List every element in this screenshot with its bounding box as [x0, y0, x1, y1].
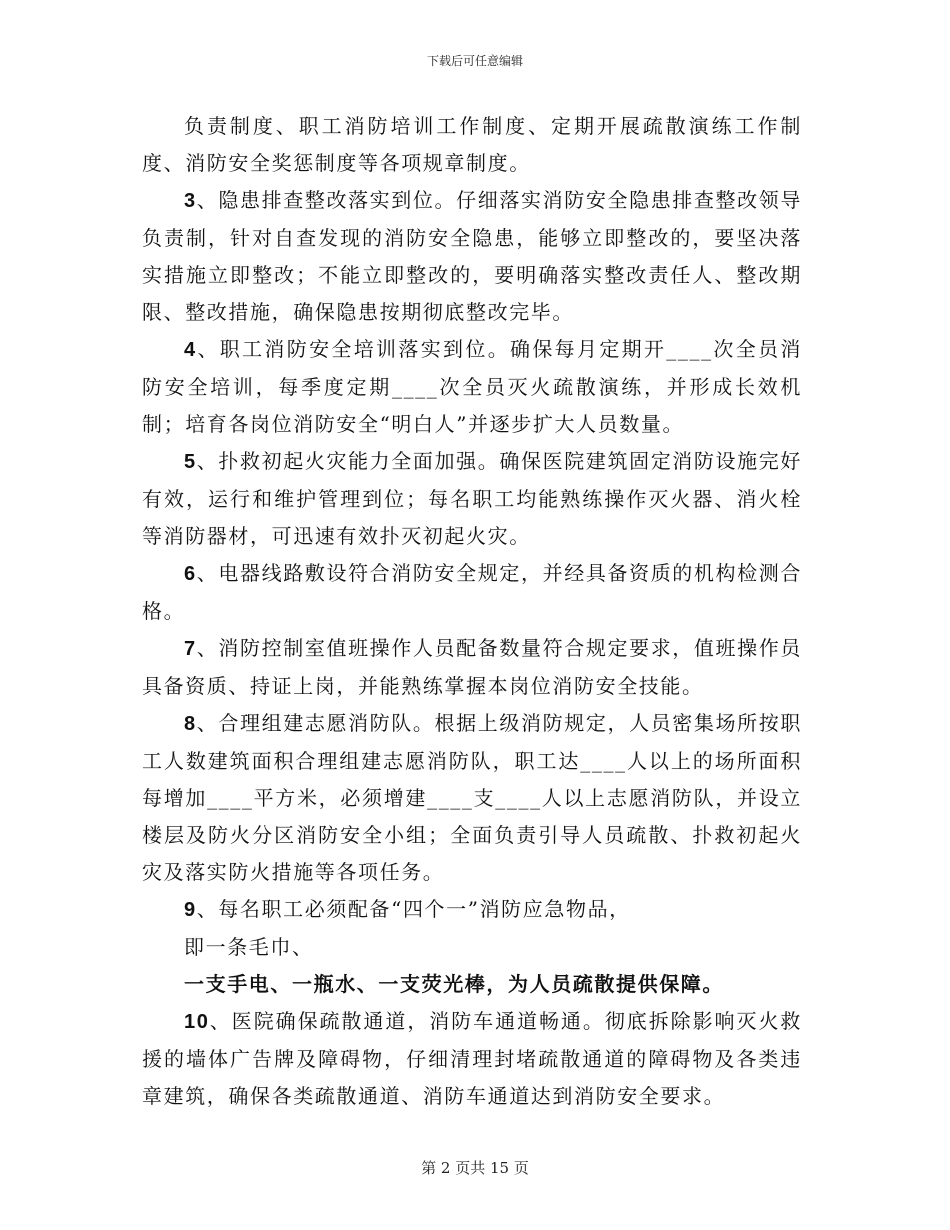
item-number: 10 [184, 1011, 210, 1033]
item-number: 8 [184, 713, 197, 735]
paragraph-item-9-bold-line: 一支手电、一瓶水、一支荧光棒，为人员疏散提供保障。 [184, 972, 724, 996]
paragraph-item-10 [142, 1003, 802, 1115]
paragraph-text: 、每名职工必须配备“四个一”消防应急物品， [196, 897, 631, 921]
paragraph-item-3 [142, 182, 802, 331]
item-number: 9 [184, 899, 197, 921]
paragraph-item-8 [142, 705, 802, 891]
paragraph-item-7 [142, 630, 802, 705]
page-footer: 第 2 页共 15 页 [421, 1159, 529, 1177]
paragraph-text: 、电器线路敷设符合消防安全规定，并经具备资质的机构检测合格。 [142, 561, 802, 623]
paragraph-text: 、职工消防安全培训落实到位。确保每月定期开____次全员消防安全培训，每季度定期____次全员灭火疏散演练，并形成长效机制；培育各岗位消防安全“明白人”并逐步扩大人员数量。 [142, 337, 802, 436]
item-number: 3 [184, 190, 197, 212]
item-number: 7 [184, 638, 197, 660]
paragraph-text: 、合理组建志愿消防队。根据上级消防规定，人员密集场所按职工人数建筑面积合理组建志愿消防队，职工达____人以上的场所面积每增加____平方米，必须增建____支____人以上志愿消防队，并设立楼层及防火分区消防安全小组；全面负责引导人员疏散、扑救初起火灾及落实防火措施等各项任务。 [142, 711, 802, 884]
paragraph-item-4 [142, 331, 802, 443]
paragraph-text: 、扑救初起火灾能力全面加强。确保医院建筑固定消防设施完好有效，运行和维护管理到位；每名职工均能熟练操作灭火器、消火栓等消防器材，可迅速有效扑灭初起火灾。 [142, 449, 802, 548]
paragraph-item-6 [142, 555, 802, 630]
item-number: 4 [184, 339, 197, 361]
paragraph-item-9-line-2: 即一条毛巾、 [184, 935, 314, 959]
paragraph-text: 、隐患排查整改落实到位。仔细落实消防安全隐患排查整改领导负责制，针对自查发现的消防安全隐患，能够立即整改的，要坚决落实措施立即整改；不能立即整改的，要明确落实整改责任人、整改期限、整改措施，确保隐患按期彻底整改完毕。 [142, 188, 802, 324]
paragraph-continued: 负责制度、职工消防培训工作制度、定期开展疏散演练工作制度、消防安全奖惩制度等各项规章制度。 [142, 114, 802, 175]
paragraph-item-5 [142, 443, 802, 555]
document-body [142, 108, 802, 1115]
paragraph-text: 、医院确保疏散通道，消防车通道畅通。彻底拆除影响灭火救援的墙体广告牌及障碍物，仔细清理封堵疏散通道的障碍物及各类违章建筑，确保各类疏散通道、消防车通道达到消防安全要求。 [142, 1009, 802, 1108]
paragraph-item-9 [142, 891, 802, 929]
item-number: 5 [184, 451, 197, 473]
paragraph-text: 、消防控制室值班操作人员配备数量符合规定要求，值班操作员具备资质、持证上岗，并能熟练掌握本岗位消防安全技能。 [142, 636, 802, 698]
page-header: 下载后可任意编辑 [426, 54, 523, 68]
item-number: 6 [184, 563, 197, 585]
